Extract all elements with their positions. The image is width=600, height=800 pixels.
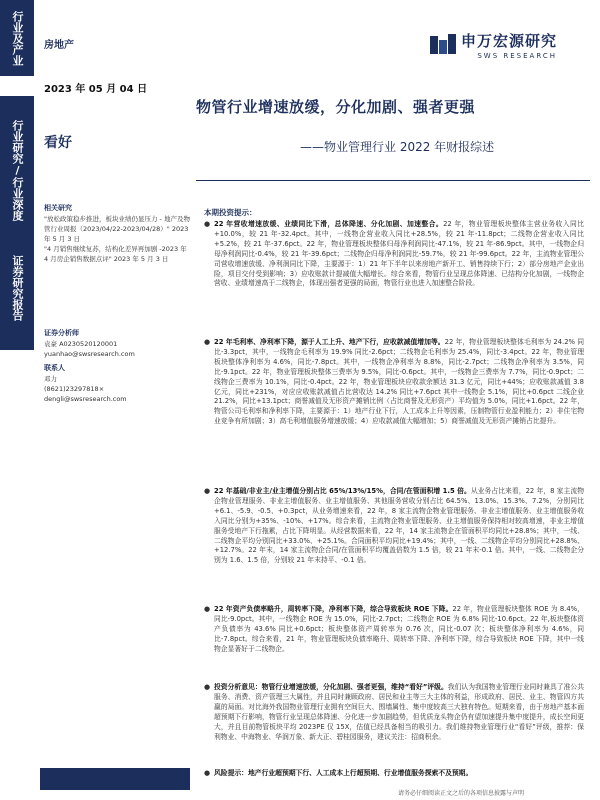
paragraph-lead: 22 年毛利率、净利率下降，源于人工上升、地产下行，应收款减值增加等。	[214, 338, 445, 346]
paragraph-text: 我们认为我国物业管理行业同时兼具了准公共服务、消费、资产管理三大属性，并且同时兼顾政府、居民和业主等三大主体的利益，形成政府、居民、业主、物管四方共赢的局面。对比海外我国物业管理行业拥有空间巨大、围墙属性、集中度较高三大独有特色。短期来看，由于房地产基本面超预期下行影响，物管行业呈现总体降速、分化进一步加剧趋势，但优质龙头物企仍有望加速提升集中度提升，成长空间更大，并且目前物管板块平均 2023PE 仅 15X，估值已经具备相当的吸引力。我们维持物业管理行业“看好”评级，推荐：保利物业、中海物业、华润万象、新大正、碧桂园服务，建议关注：招商积余。	[214, 683, 584, 741]
summary-paragraph	[204, 605, 584, 677]
bullet-icon: ●	[204, 683, 211, 691]
paragraph-text: 22 年，物业管理板块整体 ROE 为 8.4%，同比-9.0pct。其中，一线物企 ROE 为 15.0%，同比-2.7pct；二线物企 ROE 为 6.8% 同比-10.6pct。22 年,板块整体资产负债率为 43.6% 同比+0.6pct；板块整体资产周转率为 0.76 次，同比-0.07 次；板块整体净利率为 4.6%，同比-7.8pct。综合来看，21 年，物业管理板块负债率略升、周转率下降、净利率下降，综合导致板块 ROE 下降，其中一线物企显著好于二线物企。	[214, 605, 584, 653]
paragraph-lead: 22 年基础/非业主/业主增值分别占比 65%/13%/15%，合同/在管面积增 1.5 倍。	[214, 487, 471, 495]
summary-paragraph	[204, 683, 584, 763]
report-date: 2023 年 05 月 04 日	[44, 84, 148, 95]
paragraph-lead: 风险提示：地产行业超预期下行、人工成本上行超预期、行业增值服务探索不及预期。	[214, 769, 473, 777]
report-subtitle: ——物业管理行业 2022 年财报综述	[300, 140, 495, 154]
sidebar-label-industry: 行业及产业	[0, 0, 34, 76]
brand-logo	[430, 30, 557, 60]
bullet-icon: ●	[204, 605, 211, 613]
sidebar-label-report-type: 行业研究/行业深度	[0, 96, 34, 244]
summary-heading: 本期投资提示：	[204, 208, 257, 217]
analysts-text: 袁豪 A0230520120001 yuanhao@swsresearch.com	[44, 340, 135, 358]
paragraph-lead: 22 年资产负债率略升，周转率下降，净利率下降，综合导致板块 ROE 下降。	[214, 605, 453, 613]
title-divider	[196, 180, 590, 181]
contact-text: 邓力 (8621)23297818× dengli@swsresearch.com	[44, 375, 127, 403]
paragraph-text: 22 年，物业管理板块整体主营业务收入同比+10.0%，较 21 年-32.4pct。其中，一线物企营业收入同比+28.5%，较 21 年-11.8pct；二线物企营业收入同比+5.2%，较 21 年-37.6pct。22 年，物业管理板块整体归母净利润同比-47.1%，较 21 年-86.9pct。其中，一线物企归母净利润同比-0.4%，较 21 年-39.6pct；二线物企归母净利润同比-59.7%，较 21 年-99.6pct。22 年，主流物业管理公司营收增速放缓、净利润同比下降，主要源于：1）21 年下半年以来房地产新开工、销售持续下行；2）部分房地产企业出险，项目交付受到影响；3）应收账款计提减值大幅增长。综合来看，物管行业呈现总体降速、已结构分化加剧，一线物企营收、业绩增速高于二线物企，体现出强者更强的局面，物管行业也进入加速整合阶段。	[214, 220, 584, 288]
related-research-text: "放松政策稳步推进，板块业绩仍显压力 - 地产及物管行业周报（2023/04/22-2023/04/28）" 2023 年 5 月 3 日 "4 月销售继续复苏，结构化差异再加剧 -2023 年 4 月房企销售数据点评" 2023 年 5 月 3 日	[44, 215, 190, 263]
bullet-icon: ●	[204, 769, 211, 777]
summary-paragraph	[204, 220, 584, 332]
left-band	[0, 0, 34, 800]
paragraph-lead: 22 年营收增速放缓、业绩同比下滑，总体降速、分化加剧、加速整合。	[214, 220, 444, 228]
sidebar-label-research: 证券研究报告	[0, 225, 34, 350]
summary-body	[204, 220, 584, 787]
analysts-label: 证券分析师	[44, 329, 79, 337]
summary-paragraph	[204, 769, 584, 781]
footer-disclaimer: 请务必仔细阅读正文之后的各项信息披露与声明	[398, 790, 525, 797]
related-research-label: 相关研究	[44, 204, 72, 212]
rating-label: 看好	[44, 135, 72, 151]
summary-paragraph	[204, 338, 584, 481]
paragraph-lead: 投资分析意见：物管行业增速放缓，分化加剧、强者更强，维持“看好”评级。	[214, 683, 448, 691]
brand-name-en: SWS RESEARCH	[477, 52, 558, 60]
contact-label: 联系人	[44, 364, 65, 372]
brand-mark-icon	[430, 34, 456, 56]
summary-paragraph	[204, 487, 584, 599]
paragraph-text: 从业务占比来看，22 年，8 家主流物企物业管理服务、非业主增值服务、业主增值服务、其他服务营收分别占比 64.5%、13.0%、15.3%、7.2%，分别同比+6.1、-5.9、-0.5、+0.3pct，从业务增速来看，22 年，8 家主流物企物业管理服务、非业主增值服务、业主增值服务收入同比分别为+35%、-10%、+17%。综合来看，主流物企物业管理服务、业主增值服务保持相对较高增速，非业主增值服务受地产下行拖累，占比下降明显。从经营数据来看，22 年，14 家主流物企在管面积平均同比+28.8%；其中，一线、二线物企平均分别同比+33.0%、+25.1%。合同面积平均同比+19.4%；其中，一线、二线物企平均分别同比+28.8%、+12.7%。22 年末，14 家主流物企合同/在管面积平均覆盖倍数为 1.5 倍，较 21 年末-0.1 倍。其中，一线、二线物企分别为 1.6、1.5 倍，分别较 21 年末持平、-0.1 倍。	[214, 487, 584, 565]
brand-name-cn: 申万宏源研究	[461, 32, 558, 50]
bullet-icon: ●	[204, 338, 211, 346]
sector-label: 房地产	[44, 40, 74, 51]
bullet-icon: ●	[204, 220, 211, 228]
bullet-icon: ●	[204, 487, 211, 495]
paragraph-text: 22 年，物业管理板块整体毛利率为 24.2% 同比-3.3pct，其中，一线物企毛利率为 19.9% 同比-2.6pct；二线物企毛利率为 25.4%，同比-3.4pct。22 年，物业管理板块整体净利率为 4.6%，同比-7.8pct。其中，一线物企净利率为 8.8%，同比-2.7pct；二线物企净利率为 3.5%，同比-9.1pct。22 年，物业管理板块整体三费率为 9.5%，同比-0.6pct。其中，一线物企三费率为 7.7%，同比-0.9pct；二线物企三费率为 10.1%，同比-0.4pct。22 年，物业管理板块应收款余额达 31.3 亿元，同比+44%；应收账款减值 3.8 亿元，同比+231%，对应应收账款减值占比营收达 14.2% 同比+7.6pct 其中一线物企 5.1%，同比+0.6pct 二线企业 21.2%，同比+13.1pct；商誉减值及无形资产摊销比例（占比商誉及无形资产）平均值为 5.0%，同比+1.6pct。22 年，物管公司毛利率和净利率下降，主要源于：1）地产行业下行，人工成本上升等因素，压制物管行业盈利能力；2）非住宅物业竞争有所加剧；3）高毛利增值服务增速放缓；4）应收款减值大幅增加；5）商誉减值及无形资产摊销占比提升。	[214, 338, 584, 426]
report-title: 物管行业增速放缓，分化加剧、强者更强	[196, 98, 476, 116]
footer-logo-bar	[40, 768, 190, 790]
